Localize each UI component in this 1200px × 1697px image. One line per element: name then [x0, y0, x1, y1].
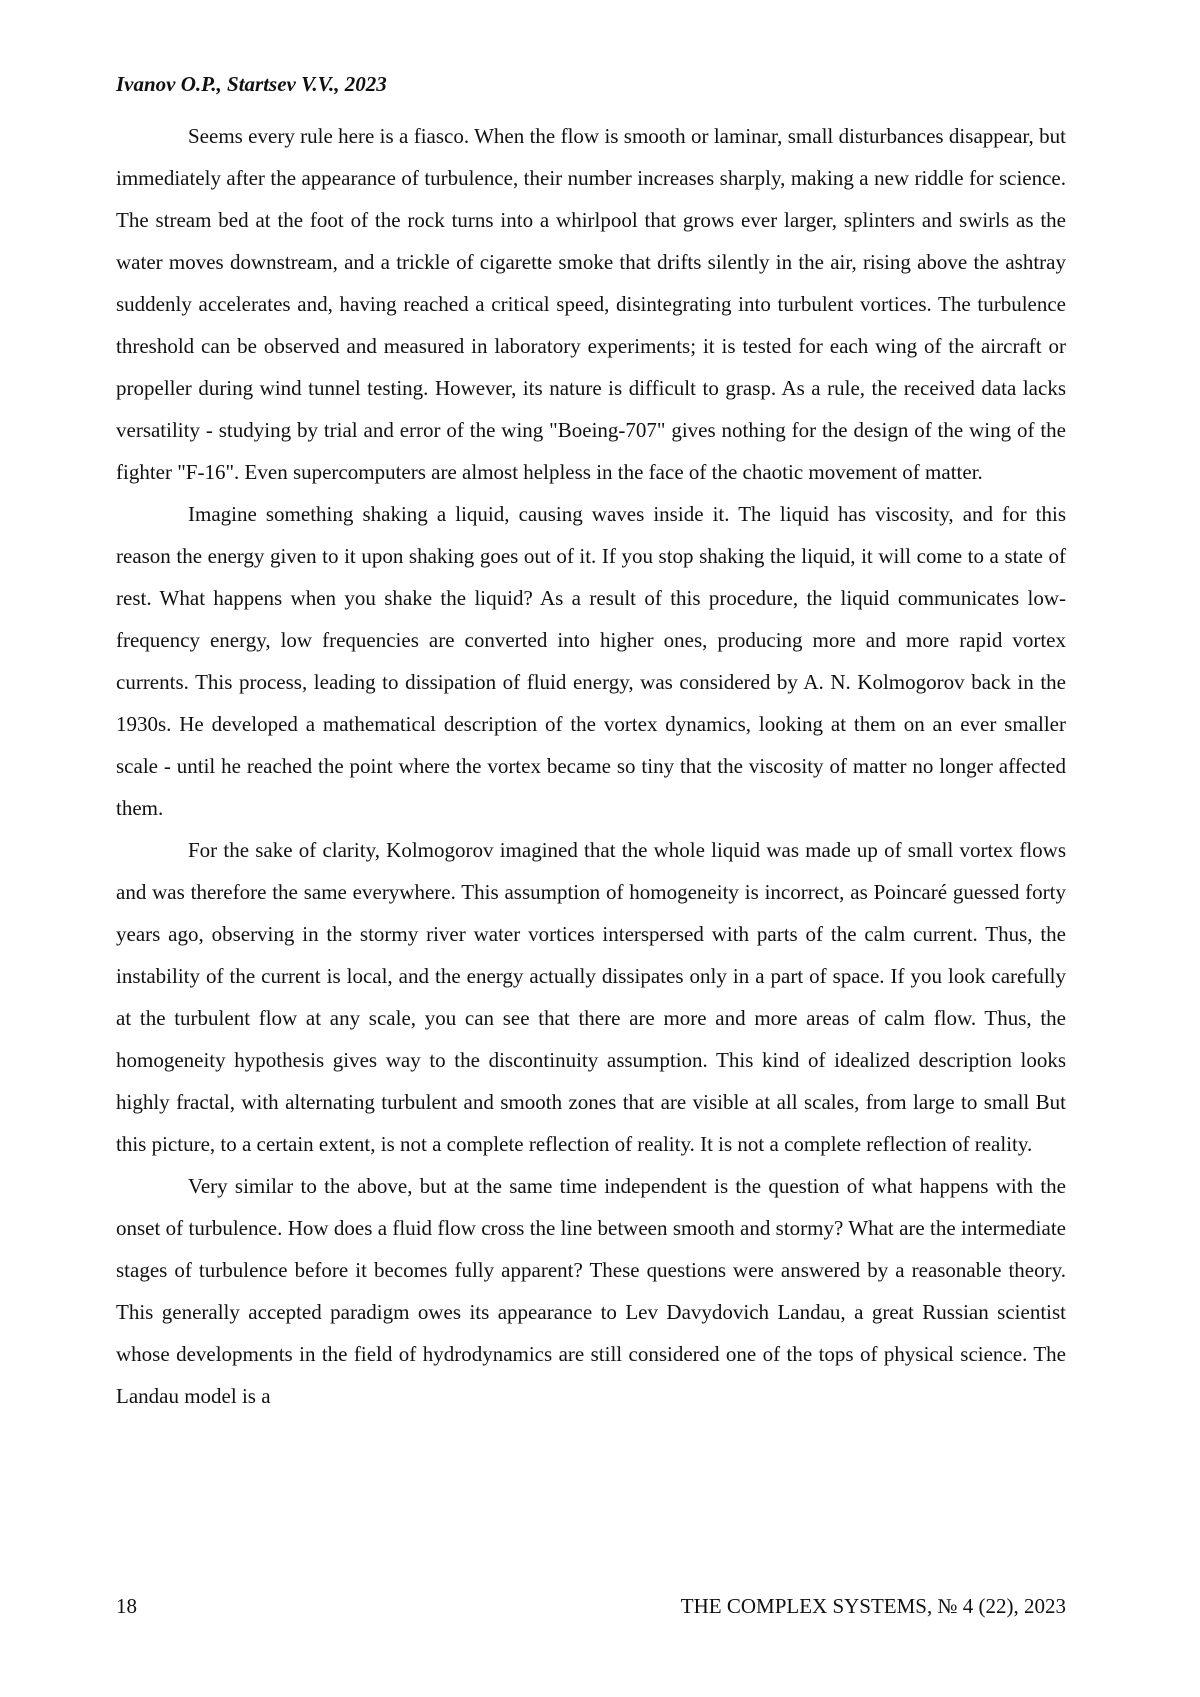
paragraph-4: Very similar to the above, but at the same time independent is the question of what happens with the onset of turbulence. How does a fluid flow cross the line between smooth and stormy? What are the intermediate stages of turbulence before it becomes fully apparent? These questions were answered by a reasonable theory. This generally accepted paradigm owes its appearance to Lev Davydovich Landau, a great Russian scientist whose developments in the field of hydrodynamics are still considered one of the tops of physical science. The Landau model is a	[116, 1174, 1066, 1408]
paragraph-2: Imagine something shaking a liquid, causing waves inside it. The liquid has viscosity, and for this reason the energy given to it upon shaking goes out of it. If you stop shaking the liquid, it will come to a state of rest. What happens when you shake the liquid? As a result of this procedure, the liquid communicates low-frequency energy, low frequencies are converted into higher ones, producing more and more rapid vortex currents. This process, leading to dissipation of fluid energy, was considered by A. N. Kolmogorov back in the 1930s. He developed a mathematical description of the vortex dynamics, looking at them on an ever smaller scale - until he reached the point where the vortex became so tiny that the viscosity of matter no longer affected them.	[116, 502, 1066, 820]
journal-footer: THE COMPLEX SYSTEMS, № 4 (22), 2023	[680, 1594, 1066, 1618]
paragraph-3: For the sake of clarity, Kolmogorov imagined that the whole liquid was made up of small vortex flows and was therefore the same everywhere. This assumption of homogeneity is incorrect, as Poincaré guessed forty years ago, observing in the stormy river water vortices interspersed with parts of the calm current. Thus, the instability of the current is local, and the energy actually dissipates only in a part of space. If you look carefully at the turbulent flow at any scale, you can see that there are more and more areas of calm flow. Thus, the homogeneity hypothesis gives way to the discontinuity assumption. This kind of idealized description looks highly fractal, with alternating turbulent and smooth zones that are visible at all scales, from large to small But this picture, to a certain extent, is not a complete reflection of reality. It is not a complete reflection of reality.	[116, 838, 1066, 1156]
body-text	[116, 115, 1066, 1417]
running-head: Ivanov O.P., Startsev V.V., 2023	[116, 72, 387, 96]
page-number: 18	[116, 1594, 137, 1618]
paragraph-1: Seems every rule here is a fiasco. When the flow is smooth or laminar, small disturbances disappear, but immediately after the appearance of turbulence, their number increases sharply, making a new riddle for science. The stream bed at the foot of the rock turns into a whirlpool that grows ever larger, splinters and swirls as the water moves downstream, and a trickle of cigarette smoke that drifts silently in the air, rising above the ashtray suddenly accelerates and, having reached a critical speed, disintegrating into turbulent vortices. The turbulence threshold can be observed and measured in laboratory experiments; it is tested for each wing of the aircraft or propeller during wind tunnel testing. However, its nature is difficult to grasp. As a rule, the received data lacks versatility - studying by trial and error of the wing "Boeing-707" gives nothing for the design of the wing of the fighter "F-16". Even supercomputers are almost helpless in the face of the chaotic movement of matter.	[116, 124, 1066, 484]
